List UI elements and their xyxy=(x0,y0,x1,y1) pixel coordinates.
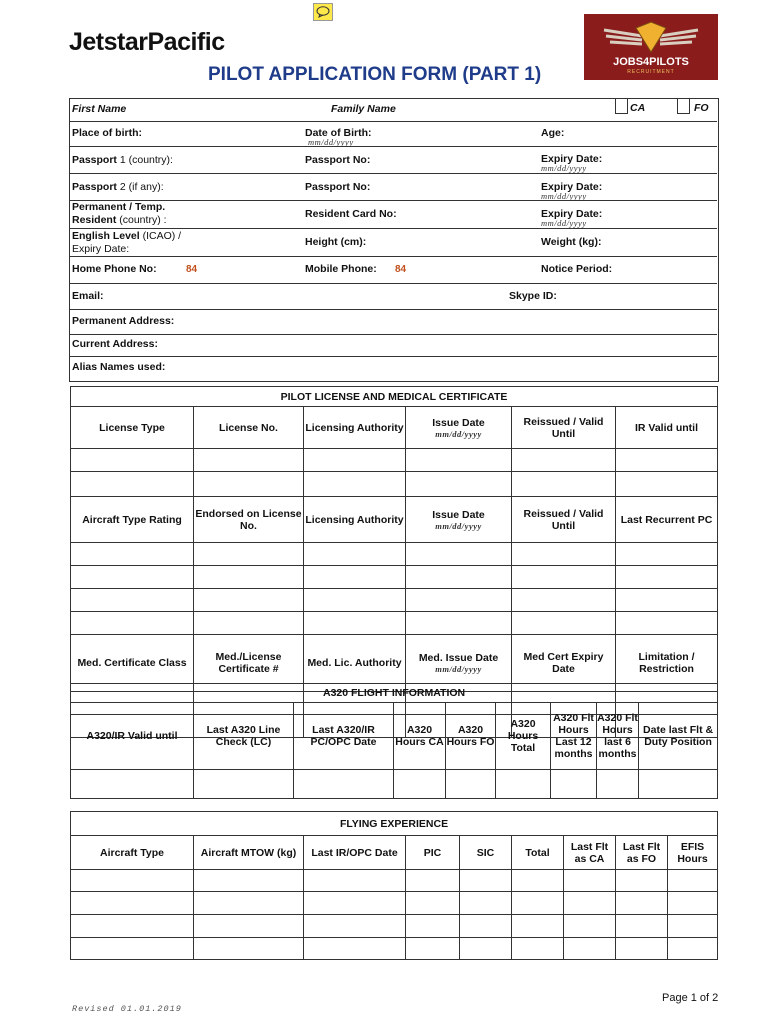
licensing-authority-header: Licensing Authority xyxy=(304,407,406,449)
passport2-expiry-label: Expiry Date: xyxy=(541,181,603,193)
date-of-birth-hint: mm/dd/yyyy xyxy=(308,137,354,147)
permanent-resident-label-2: Resident (country) : xyxy=(72,214,167,226)
fo-label: FO xyxy=(694,102,709,114)
revised-date: Revised 01.01.2019 xyxy=(72,1004,182,1014)
logo-subtext: RECRUITMENT xyxy=(627,69,675,75)
page-title: PILOT APPLICATION FORM (PART 1) xyxy=(208,64,542,85)
current-address-label: Current Address: xyxy=(72,338,158,350)
med-issue-date-header: Med. Issue Date mm/dd/yyyy xyxy=(406,635,512,692)
resident-expiry-label: Expiry Date: xyxy=(541,208,603,220)
sic-header: SIC xyxy=(460,836,512,870)
med-expiry-header: Med Cert Expiry Date xyxy=(512,635,616,692)
jobs4pilots-logo xyxy=(584,14,718,80)
page-number: Page 1 of 2 xyxy=(662,992,719,1004)
license-type-header: License Type xyxy=(71,407,194,449)
mobile-phone-label: Mobile Phone: xyxy=(305,263,377,275)
a320-hours-ca-header: A320 Hours CA xyxy=(394,703,446,770)
ca-label: CA xyxy=(630,102,646,114)
rating-row-blank xyxy=(71,612,718,635)
weight-label: Weight (kg): xyxy=(541,236,602,248)
a320-row-blank xyxy=(71,770,718,799)
limitation-header: Limitation / Restriction xyxy=(616,635,718,692)
a320-line-check-header: Last A320 Line Check (LC) xyxy=(194,703,294,770)
email-label: Email: xyxy=(72,290,104,302)
place-of-birth-label: Place of birth: xyxy=(72,127,143,139)
mobile-phone-code: 84 xyxy=(395,264,407,275)
resident-card-label: Resident Card No: xyxy=(305,208,397,220)
skype-label: Skype ID: xyxy=(509,290,557,302)
last-flt-fo-header: Last Flt as FO xyxy=(616,836,668,870)
rating-row-blank xyxy=(71,543,718,566)
a320-hours-total-header: A320 Hours Total xyxy=(496,703,551,770)
ca-checkbox[interactable] xyxy=(615,98,628,114)
chat-icon[interactable] xyxy=(313,3,333,21)
license-section-title: PILOT LICENSE AND MEDICAL CERTIFICATE xyxy=(71,387,718,407)
issue-date-header: Issue Date mm/dd/yyyy xyxy=(406,407,512,449)
passport2-no-label: Passport No: xyxy=(305,181,371,193)
total-header: Total xyxy=(512,836,564,870)
a320-last12-header: A320 Flt Hours Last 12 months xyxy=(551,703,597,770)
passport1-expiry-hint: mm/dd/yyyy xyxy=(541,163,587,173)
aircraft-mtow-header: Aircraft MTOW (kg) xyxy=(194,836,304,870)
last-flt-ca-header: Last Flt as CA xyxy=(564,836,616,870)
efis-hours-header: EFIS Hours xyxy=(668,836,718,870)
last-recurrent-pc-header: Last Recurrent PC xyxy=(616,497,718,543)
flying-experience-table xyxy=(70,811,718,960)
home-phone-code: 84 xyxy=(186,264,198,275)
a320-table xyxy=(70,683,718,799)
wings-icon xyxy=(584,16,718,56)
a320-last6-header: A320 Flt Hours last 6 months xyxy=(597,703,639,770)
rating-row-blank xyxy=(71,589,718,612)
a320-hours-fo-header: A320 Hours FO xyxy=(446,703,496,770)
a320-pc-opc-header: Last A320/IR PC/OPC Date xyxy=(294,703,394,770)
flying-section-title: FLYING EXPERIENCE xyxy=(71,812,718,836)
notice-period-label: Notice Period: xyxy=(541,263,613,275)
passport1-label: Passport 1 (country): xyxy=(72,154,173,166)
fo-checkbox[interactable] xyxy=(677,98,690,114)
flying-row-blank xyxy=(71,870,718,892)
license-row-blank xyxy=(71,472,718,497)
aircraft-type-header: Aircraft Type xyxy=(71,836,194,870)
flying-row-blank xyxy=(71,892,718,915)
issue-date-header-2: Issue Date mm/dd/yyyy xyxy=(406,497,512,543)
passport2-expiry-hint: mm/dd/yyyy xyxy=(541,191,587,201)
license-row-blank xyxy=(71,449,718,472)
a320-ir-valid-header: A320/IR Valid until xyxy=(71,703,194,770)
home-phone-label: Home Phone No: xyxy=(72,263,157,275)
last-ir-opc-header: Last IR/OPC Date xyxy=(304,836,406,870)
flying-row-blank xyxy=(71,938,718,960)
logo-text: JOBS4PILOTS xyxy=(613,56,689,68)
english-level-label: English Level (ICAO) / xyxy=(72,230,182,242)
height-label: Height (cm): xyxy=(305,236,367,248)
resident-expiry-hint: mm/dd/yyyy xyxy=(541,218,587,228)
family-name-label: Family Name xyxy=(331,103,396,115)
med-class-header: Med. Certificate Class xyxy=(71,635,194,692)
licensing-authority-header-2: Licensing Authority xyxy=(304,497,406,543)
passport2-label: Passport 2 (if any): xyxy=(72,181,164,193)
aircraft-type-rating-header: Aircraft Type Rating xyxy=(71,497,194,543)
passport1-no-label: Passport No: xyxy=(305,154,371,166)
ir-valid-header: IR Valid until xyxy=(616,407,718,449)
first-name-label: First Name xyxy=(72,103,127,115)
a320-section-title: A320 FLIGHT INFORMATION xyxy=(71,684,718,703)
permanent-address-label: Permanent Address: xyxy=(72,315,175,327)
passport1-expiry-label: Expiry Date: xyxy=(541,153,603,165)
reissued-header: Reissued / Valid Until xyxy=(512,407,616,449)
reissued-header-2: Reissued / Valid Until xyxy=(512,497,616,543)
brand-logo: JetstarPacific xyxy=(69,28,225,56)
med-certificate-header: Med./License Certificate # xyxy=(194,635,304,692)
pic-header: PIC xyxy=(406,836,460,870)
rating-row-blank xyxy=(71,566,718,589)
permanent-resident-label-1: Permanent / Temp. xyxy=(72,201,166,213)
a320-date-last-flt-header: Date last Flt & Duty Position xyxy=(639,703,718,770)
endorsed-header: Endorsed on License No. xyxy=(194,497,304,543)
license-no-header: License No. xyxy=(194,407,304,449)
date-of-birth-label: Date of Birth: xyxy=(305,127,372,139)
alias-names-label: Alias Names used: xyxy=(72,361,166,373)
english-expiry-label: Expiry Date: xyxy=(72,243,130,255)
age-label: Age: xyxy=(541,127,565,139)
flying-row-blank xyxy=(71,915,718,938)
med-authority-header: Med. Lic. Authority xyxy=(304,635,406,692)
